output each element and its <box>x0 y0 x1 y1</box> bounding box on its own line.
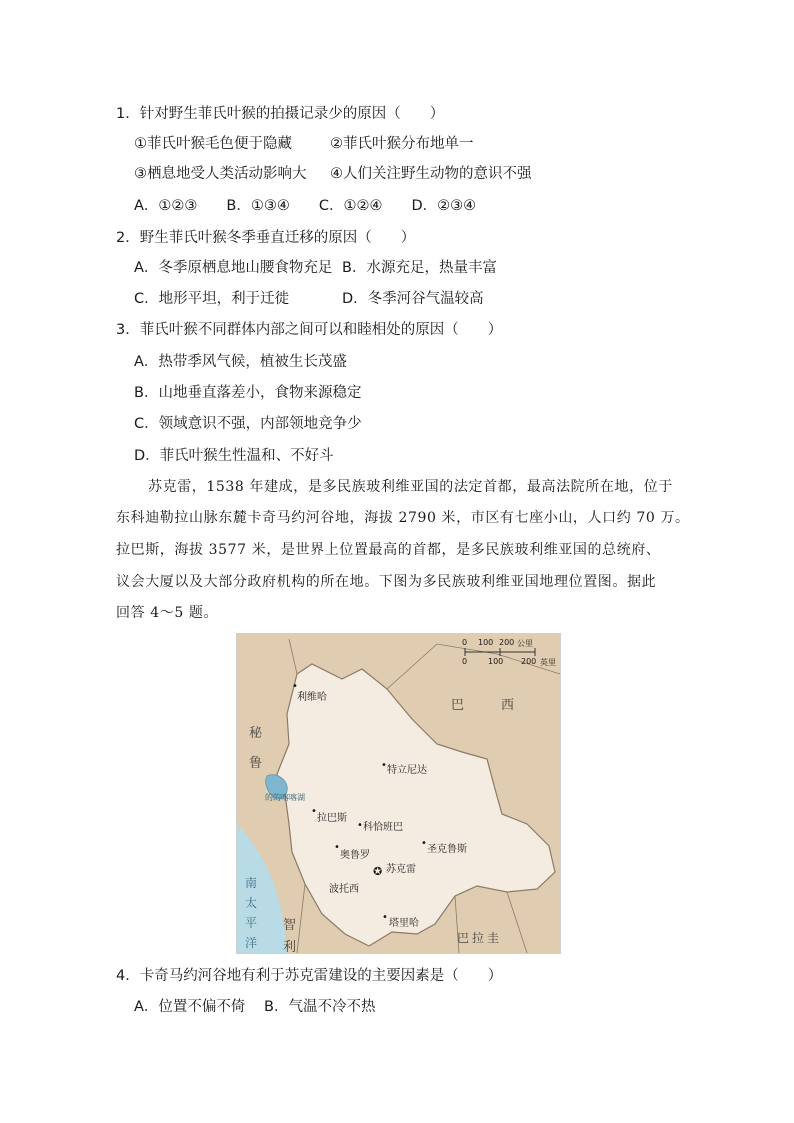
city-dot: • <box>381 760 387 771</box>
question-3-option-b: B．山地垂直落差小，食物来源稳定 <box>134 385 362 401</box>
city-label-tarija: 塔里哈 <box>389 918 419 929</box>
city-label-riberalta: 利维哈 <box>297 692 327 703</box>
city-label-potosi: 波托西 <box>329 884 359 895</box>
city-dot: • <box>292 681 298 692</box>
question-1-choices: A．①②③ B．①③④ C．①②④ D．②③④ <box>134 198 477 214</box>
capital-star-icon: ✪ <box>373 865 383 878</box>
passage-line-2: 东科迪勒拉山脉东麓卡奇马约河谷地，海拔 2790 米，市区有七座小山，人口约 70 万。 <box>116 510 690 526</box>
scale-km-unit: 公里 <box>517 639 533 648</box>
question-4-option-b: B．气温不冷不热 <box>264 999 376 1015</box>
city-dot: • <box>334 842 340 853</box>
question-4-option-a: A．位置不偏不倚 <box>134 999 246 1015</box>
passage-line-1: 苏克雷，1538 年建成，是多民族玻利维亚国的法定首都，最高法院所在地，位于 <box>148 479 673 495</box>
question-2-option-d: D．冬季河谷气温较高 <box>342 291 484 307</box>
city-label-trinidad: 特立尼达 <box>387 765 427 776</box>
scale-km-max: 200 <box>499 638 515 647</box>
passage-line-3: 拉巴斯，海拔 3577 米，是世界上位置最高的首都，是多民族玻利维亚国的总统府、 <box>116 542 661 558</box>
country-brazil-2: 西 <box>501 698 515 713</box>
country-chile-2: 利 <box>283 940 297 954</box>
passage-line-4: 议会大厦以及大部分政府机构的所在地。下图为多民族玻利维亚国地理位置图。据此 <box>116 574 657 590</box>
city-label-santacruz: 圣克鲁斯 <box>427 844 467 855</box>
scale-km-zero: 0 <box>462 638 468 647</box>
scale-mi-mid: 100 <box>488 657 504 666</box>
country-chile-1: 智 <box>283 918 297 933</box>
city-label-cochabamba: 科恰班巴 <box>363 822 403 833</box>
ocean-label-3: 平 <box>245 916 258 930</box>
scale-km-mid: 100 <box>478 638 494 647</box>
question-2-option-c: C．地形平坦，利于迁徙 <box>134 291 290 307</box>
city-dot: • <box>311 806 317 817</box>
question-1-stem: 1．针对野生菲氏叶猴的拍摄记录少的原因（ ） <box>116 106 445 122</box>
question-2-option-b: B．水源充足，热量丰富 <box>342 260 497 276</box>
country-peru-2: 鲁 <box>249 756 263 771</box>
city-dot: • <box>382 912 388 923</box>
question-3-option-c: C．领域意识不强，内部领地竞争少 <box>134 416 362 432</box>
bolivia-location-map <box>236 633 561 954</box>
ocean-label-2: 太 <box>245 896 258 910</box>
city-dot: • <box>421 838 427 849</box>
question-1-statement-2: ②菲氏叶猴分布地单一 <box>330 136 474 152</box>
question-3-stem: 3．菲氏叶猴不同群体内部之间可以和睦相处的原因（ ） <box>116 322 503 338</box>
lake-label: 的的喀喀湖 <box>265 793 305 802</box>
question-2-option-a: A．冬季原栖息地山腰食物充足 <box>134 260 333 276</box>
passage-line-5: 回答 4～5 题。 <box>116 605 219 621</box>
city-dot: • <box>357 820 363 831</box>
country-peru-1: 秘 <box>249 726 263 741</box>
ocean-label-1: 南 <box>245 876 258 890</box>
city-label-oruro: 奥鲁罗 <box>340 850 370 861</box>
city-label-lapaz: 拉巴斯 <box>317 813 347 824</box>
question-4-stem: 4．卡奇马约河谷地有利于苏克雷建设的主要因素是（ ） <box>116 968 503 984</box>
question-1-statement-1: ①菲氏叶猴毛色便于隐藏 <box>134 136 292 152</box>
ocean-label-4: 洋 <box>245 936 258 950</box>
city-label-sucre: 苏克雷 <box>386 864 416 875</box>
question-3-option-a: A．热带季风气候，植被生长茂盛 <box>134 354 347 370</box>
question-2-stem: 2．野生菲氏叶猴冬季垂直迁移的原因（ ） <box>116 230 416 246</box>
question-3-option-d: D．菲氏叶猴生性温和、不好斗 <box>134 448 334 464</box>
scale-mi-unit: 英里 <box>540 658 556 667</box>
scale-mi-max: 200 <box>521 657 537 666</box>
country-paraguay: 巴拉圭 <box>457 931 503 945</box>
country-brazil-1: 巴 <box>451 698 485 713</box>
question-1-statement-4: ④人们关注野生动物的意识不强 <box>330 166 532 182</box>
scale-mi-zero: 0 <box>462 657 468 666</box>
question-1-statement-3: ③栖息地受人类活动影响大 <box>134 166 307 182</box>
